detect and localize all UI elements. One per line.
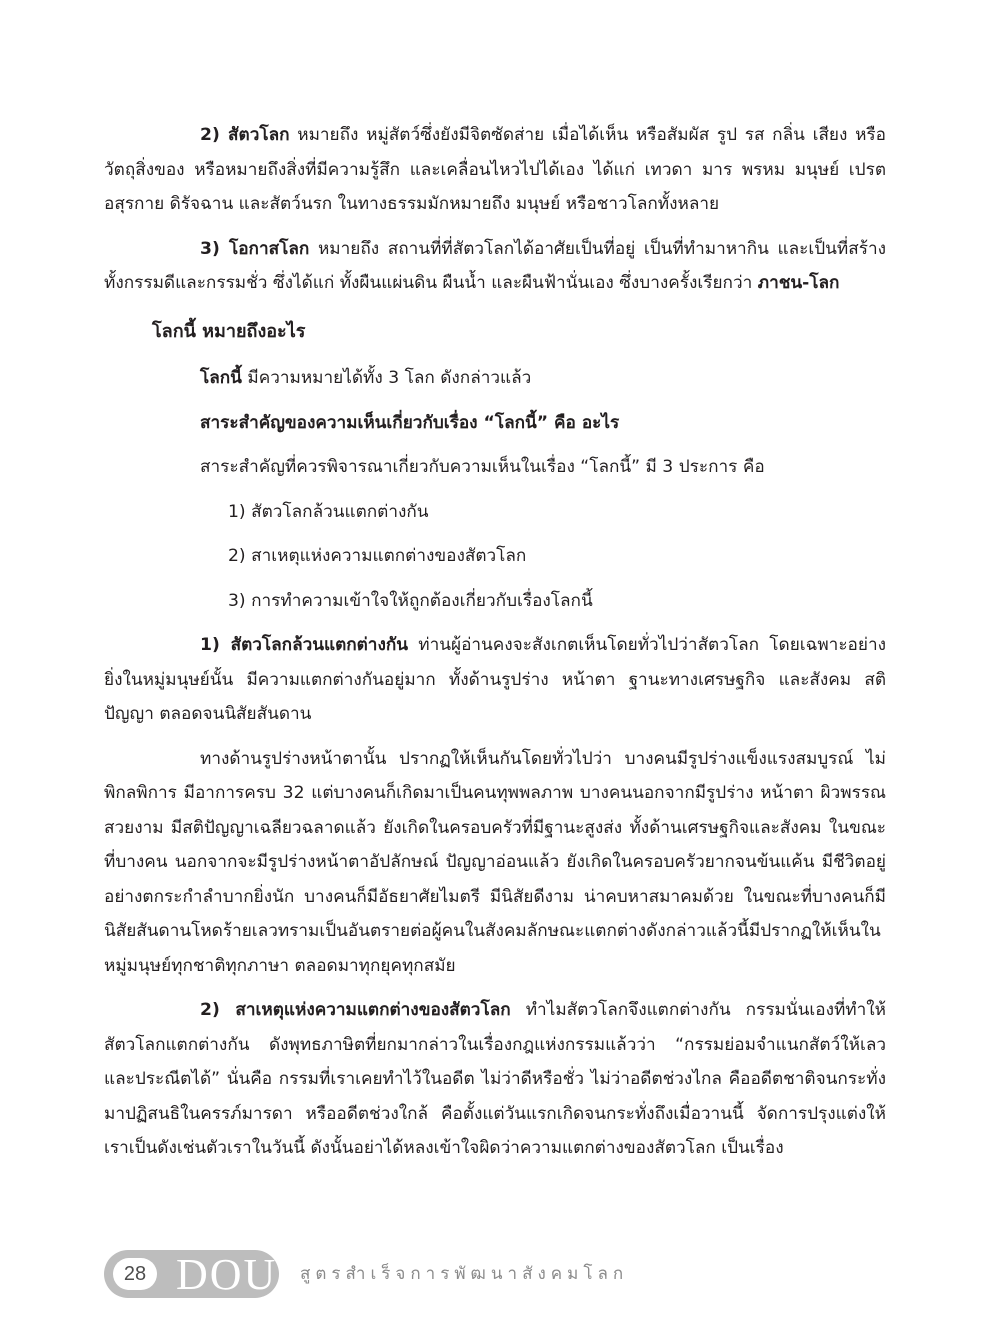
list-item: 1) สัตวโลกล้วนแตกต่างกัน: [228, 501, 429, 522]
paragraph-intro-list: สาระสำคัญที่ควรพิจารณาเกี่ยวกับความเห็นในเรื่อง “โลกนี้” มี 3 ประการ คือ: [200, 457, 765, 477]
paragraph-text: มีความหมายได้ทั้ง 3 โลก ดังกล่าวแล้ว: [241, 368, 532, 388]
paragraph-cause: [104, 993, 886, 1166]
page-number: 28: [113, 1258, 157, 1290]
paragraph-difference: [104, 628, 886, 732]
course-title: สูตรสำเร็จการพัฒนาสังคมโลก: [300, 1264, 629, 1284]
term-lok-ni: โลกนี้: [200, 368, 242, 388]
list-item: 2) สาเหตุแห่งความแตกต่างของสัตวโลก: [228, 546, 527, 566]
paragraph-text: หมายถึง หมู่สัตว์ซึ่งยังมีจิตซัดส่าย เมื่อได้เห็น หรือสัมผัส รูป รส กลิ่น เสียง หรือวัตถุสิ่งของ หรือหมายถึงสิ่งที่มีความรู้สึก และเคลื่อนไหวไปได้เอง ได้แก่ เทวดา มาร พรหม มนุษย์ เปรต อสุรกาย ดิรัจฉาน และสัตว์นรก ในทางธรรมมักหมายถึง มนุษย์ หรือชาวโลกทั้งหลาย: [104, 125, 886, 214]
dou-logo: DOU: [176, 1250, 278, 1299]
term-satta-loka: 2) สัตวโลก: [200, 125, 290, 145]
body-content: [104, 118, 886, 1166]
paragraph-appearance: ทางด้านรูปร่างหน้าตานั้น ปรากฏให้เห็นกันโดยทั่วไปว่า บางคนมีรูปร่างแข็งแรงสมบูรณ์ ไม่พิกลพิการ มีอาการครบ 32 แต่บางคนก็เกิดมาเป็นคนทุพพลภาพ บางคนนอกจากมีรูปร่าง หน้าตา ผิวพรรณสวยงาม มีสติปัญญาเฉลียวฉลาดแล้ว ยังเกิดในครอบครัวที่มีฐานะสูงส่ง ทั้งด้านเศรษฐกิจและสังคม ในขณะที่บางคน นอกจากจะมีรูปร่างหน้าตาอัปลักษณ์ ปัญญาอ่อนแล้ว ยังเกิดในครอบครัวยากจนข้นแค้น มีชีวิตอยู่อย่างตกระกำลำบากยิ่งนัก บางคนก็มีอัธยาศัยไมตรี มีนิสัยดีงาม น่าคบหาสมาคมด้วย ในขณะที่บางคนก็มีนิสัยสันดานโหดร้ายเลวทรามเป็นอันตรายต่อผู้คนในสังคมลักษณะแตกต่างดังกล่าวแล้วนี้มีปรากฏให้เห็นในหมู่มนุษย์ทุกชาติทุกภาษา ตลอดมาทุกยุคทุกสมัย: [104, 748, 886, 976]
paragraph-text: ท่านผู้อ่านคงจะสังเกตเห็นโดยทั่วไปว่าสัตวโลก โดยเฉพาะอย่างยิ่งในหมู่มนุษย์นั้น มีความแตกต่างกันอยู่มาก ทั้งด้านรูปร่าง หน้าตา ฐานะทางเศรษฐกิจ และสังคม สติปัญญา ตลอดจนนิสัยสันดาน: [104, 635, 886, 724]
term-bhajana-loka: ภาชน-โลก: [757, 273, 840, 293]
section-heading: โลกนี้ หมายถึงอะไร: [152, 320, 306, 342]
paragraph-okasa-loka: [104, 232, 886, 301]
term-difference: 1) สัตวโลกล้วนแตกต่างกัน: [200, 635, 409, 655]
paragraph-text: ทำไมสัตวโลกจึงแตกต่างกัน กรรมนั่นเองที่ทำให้สัตวโลกแตกต่างกัน ดังพุทธภาษิตที่ยกมากล่าวในเรื่องกฎแห่งกรรมแล้วว่า “กรรมย่อมจำแนกสัตว์ให้เลวและประณีตได้” นั่นคือ กรรมที่เราเคยทำไว้ในอดีต ไม่ว่าดีหรือชั่ว ไม่ว่าอดีตช่วงไกล คืออดีตชาติจนกระทั่งมาปฏิสนธิในครรภ์มารดา หรืออดีตช่วงใกล้ คือตั้งแต่วันแรกเกิดจนกระทั่งถึงเมื่อวานนี้ จัดการปรุงแต่งให้เราเป็นดังเช่นตัวเราในวันนี้ ดังนั้นอย่าได้หลงเข้าใจผิดว่าความแตกต่างของสัตวโลก เป็นเรื่อง: [104, 1000, 886, 1158]
term-cause: 2) สาเหตุแห่งความแตกต่างของสัตวโลก: [200, 1000, 511, 1020]
subheading: [104, 406, 886, 441]
subheading-text: สาระสำคัญของความเห็นเกี่ยวกับเรื่อง “โลกนี้” คือ อะไร: [200, 412, 620, 433]
paragraph-satta-loka: [104, 118, 886, 222]
list-item: 3) การทำความเข้าใจให้ถูกต้องเกี่ยวกับเรื่องโลกนี้: [228, 590, 593, 611]
footer-badge: [104, 1250, 279, 1298]
paragraph-text: หมายถึง สถานที่ที่สัตวโลกได้อาศัยเป็นที่อยู่ เป็นที่ทำมาหากิน และเป็นที่สร้างทั้งกรรมดีและกรรมชั่ว ซึ่งได้แก่ ทั้งผืนแผ่นดิน ผืนน้ำ และผืนฟ้านั่นเอง ซึ่งบางครั้งเรียกว่า: [104, 238, 886, 293]
paragraph-lok-ni: [104, 361, 886, 396]
term-okasa-loka: 3) โอกาสโลก: [200, 238, 310, 259]
